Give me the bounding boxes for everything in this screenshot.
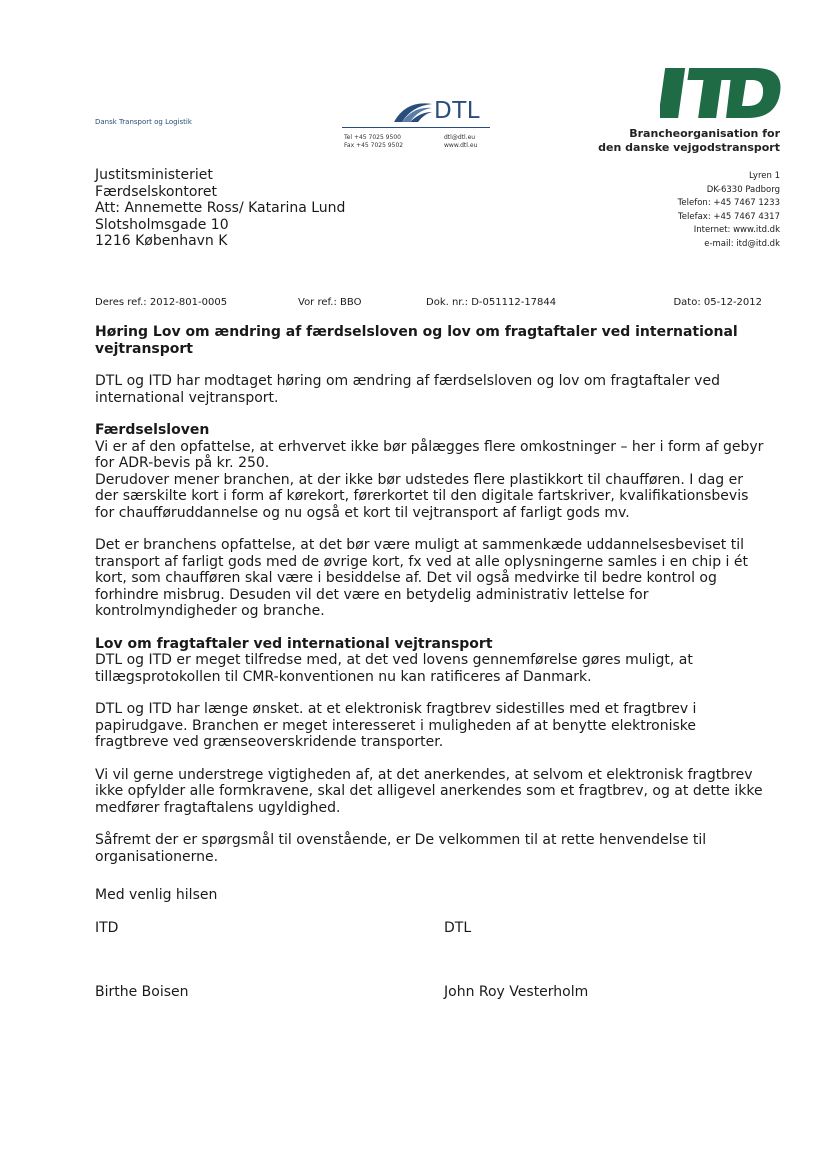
section2-paragraph-2: DTL og ITD har længe ønsket. at et elektronisk fragtbrev sidestilles med et fragtbrev i papirudgave. Branchen er meget interesseret i muligheden af at benytte elektroniske fragtbreve ved grænseoverskridende transporter.	[95, 701, 697, 750]
ref-deres: Deres ref.: 2012-801-0005	[95, 297, 228, 308]
section2-paragraph-1: DTL og ITD er meget tilfredse med, at det ved lovens gennemførelse gøres muligt, at tillægsprotokollen til CMR-konventionen nu kan ratificeres af Danmark.	[95, 652, 693, 685]
section1-paragraph-1: Vi er af den opfattelse, at erhvervet ikke bør pålægges flere omkostninger – her i form af gebyr for ADR-bevis på kr. 250.	[95, 438, 764, 471]
ref-vor: Vor ref.: BBO	[298, 297, 362, 308]
dtl-logo-text: DTL	[434, 98, 481, 124]
dtl-contact-phone: Tel +45 7025 9500 Fax +45 7025 9502	[344, 134, 404, 149]
section-heading-faerdselsloven: Færdselsloven	[95, 422, 210, 438]
section2-paragraph-3: Vi vil gerne understrege vigtigheden af, at det anerkendes, at selvom et elektronisk fragtbrev ikke opfylder alle formkravene, skal det alligevel anerkendes som et fragtbrev, og at dette ikke medfører fragtaftalens ugyldighed.	[95, 766, 763, 816]
section-heading-fragtaftaler: Lov om fragtaftaler ved international vejtransport	[95, 635, 493, 652]
closing-paragraph: Såfremt der er spørgsmål til ovenstående, er De velkommen til at rette henvendelse til organisationerne.	[95, 832, 707, 865]
itd-tagline: Brancheorganisation for den danske vejgodstransport	[598, 127, 780, 154]
section1-paragraph-2: Derudover mener branchen, at der ikke bør udstedes flere plastikkort til chaufføren. I dag er der særskilte kort i form af kørekort, førerkortet til den digitale fartskriver, kvalifikationsbevis for chaufføruddannelse og nu også et kort til vejtransport af farligt gods mv.	[95, 471, 749, 521]
signature-name-itd: Birthe Boisen	[95, 984, 189, 1000]
section1-paragraph-3: Det er branchens opfattelse, at det bør være muligt at sammenkæde uddannelsesbeviset til transport af farligt gods med de øvrige kort, fx ved at alle oplysningerne samles i en chip i ét kort, som chaufføren skal være i besiddelse af. Det vil også medvirke til bedre kontrol og forhindre misbrug. Desuden vil det være en betydelig administrativ lettelse for kontrolmyndigheder og branche.	[95, 537, 748, 619]
dtl-org-name: Dansk Transport og Logistik	[95, 118, 192, 126]
ref-dok: Dok. nr.: D-051112-17844	[426, 297, 557, 308]
signature-org-dtl: DTL	[444, 920, 472, 936]
ref-dato: Dato: 05-12-2012	[673, 297, 762, 308]
letter-body	[95, 324, 767, 865]
signature-org-itd: ITD	[95, 920, 119, 936]
greeting: Med venlig hilsen	[95, 887, 218, 903]
itd-logo-mark	[660, 62, 785, 122]
signature-name-dtl: John Roy Vesterholm	[444, 984, 589, 1000]
letter-title: Høring Lov om ændring af færdselsloven og lov om fragtaftaler ved international vejtransport	[95, 324, 738, 357]
itd-address: Lyren 1 DK-6330 Padborg Telefon: +45 7467 1233 Telefax: +45 7467 4317 Internet: www.itd.dk e-mail: itd@itd.dk	[677, 171, 780, 249]
itd-logo	[660, 62, 785, 122]
dtl-contact-web: dtl@dtl.eu www.dtl.eu	[444, 134, 478, 149]
recipient-address: Justitsministeriet Færdselskontoret Att: Annemette Ross/ Katarina Lund Slotsholmsgade 10 1216 København K	[95, 167, 346, 249]
intro-paragraph: DTL og ITD har modtaget høring om ændring af færdselsloven og lov om fragtaftaler ved international vejtransport.	[95, 373, 720, 406]
dtl-divider	[342, 127, 490, 128]
